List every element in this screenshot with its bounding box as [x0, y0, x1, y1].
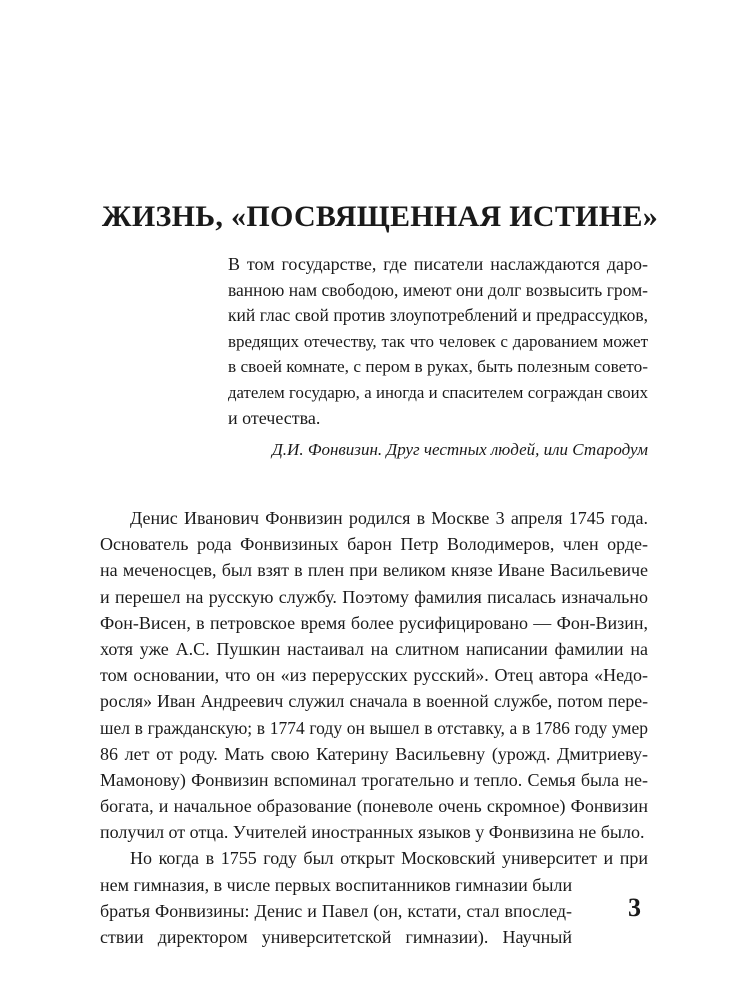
body-line: росля» Иван Андреевич служил сначала в военной службе, потом пере- [100, 691, 648, 712]
body-line: Основатель рода Фонвизиных барон Петр Володимеров, член орде- [100, 534, 648, 555]
chapter-title: ЖИЗНЬ, «ПОСВЯЩЕННАЯ ИСТИНЕ» [101, 200, 659, 233]
epigraph-line: вредящих отечеству, так что человек с дарованием может [228, 331, 648, 351]
body-line: богата, и начальное образование (поневоле очень скромное) Фонвизин [100, 796, 648, 817]
body-line: Денис Иванович Фонвизин родился в Москве 3 апреля 1745 года. [130, 508, 648, 528]
body-line: нем гимназия, в числе первых воспитанников гимназии были [100, 874, 573, 895]
body-line: Но когда в 1755 году был открыт Московский университет и при [130, 848, 648, 869]
body-line: 86 лет от роду. Мать свою Катерину Васильевну (урожд. Дмитриеву- [100, 743, 648, 764]
body-line: шел в гражданскую; в 1774 году он вышел в отставку, а в 1786 году умер [100, 717, 648, 738]
body-line: том основании, что он «из перерусских русский». Отец автора «Недо- [100, 665, 648, 686]
epigraph-attribution: Д.И. Фонвизин. Друг честных людей, или Стародум [271, 440, 648, 459]
epigraph-line: кий глас свой против злоупотреблений и предрассудков, [228, 305, 648, 326]
epigraph-line: в своей комнате, с пером в руках, быть полезным совето- [228, 357, 648, 377]
epigraph-line: дателем государю, а иногда и спасителем сограждан своих [228, 382, 648, 402]
body-line: получил от отца. Учителей иностранных языков у Фонвизина не было. [100, 822, 645, 843]
body-line: Мамонову) Фонвизин вспоминал трогательно и тепло. Семья была не- [100, 769, 648, 790]
body-line: Фон-Висен, в петровское время более русифицировано — Фон-Визин, [100, 612, 648, 633]
epigraph-line: и отечества. [228, 407, 321, 428]
epigraph-line: ванною нам свободою, имеют они долг возвысить гром- [228, 279, 648, 300]
body-line: ствии директором университетской гимназии). Научный [100, 927, 572, 947]
body-line: и перешел на русскую службу. Поэтому фамилия писалась изначально [100, 586, 648, 607]
body-line: на меченосцев, был взят в плен при великом князе Иване Васильевиче [100, 560, 648, 581]
page-number: 3 [628, 893, 641, 922]
epigraph [228, 252, 648, 431]
body-line: братья Фонвизины: Денис и Павел (он, кстати, стал впослед- [100, 900, 572, 921]
body-text [100, 505, 648, 950]
body-line: хотя уже А.С. Пушкин настаивал на слитном написании фамилии на [100, 638, 648, 659]
epigraph-line: В том государстве, где писатели наслаждаются даро- [228, 254, 648, 274]
